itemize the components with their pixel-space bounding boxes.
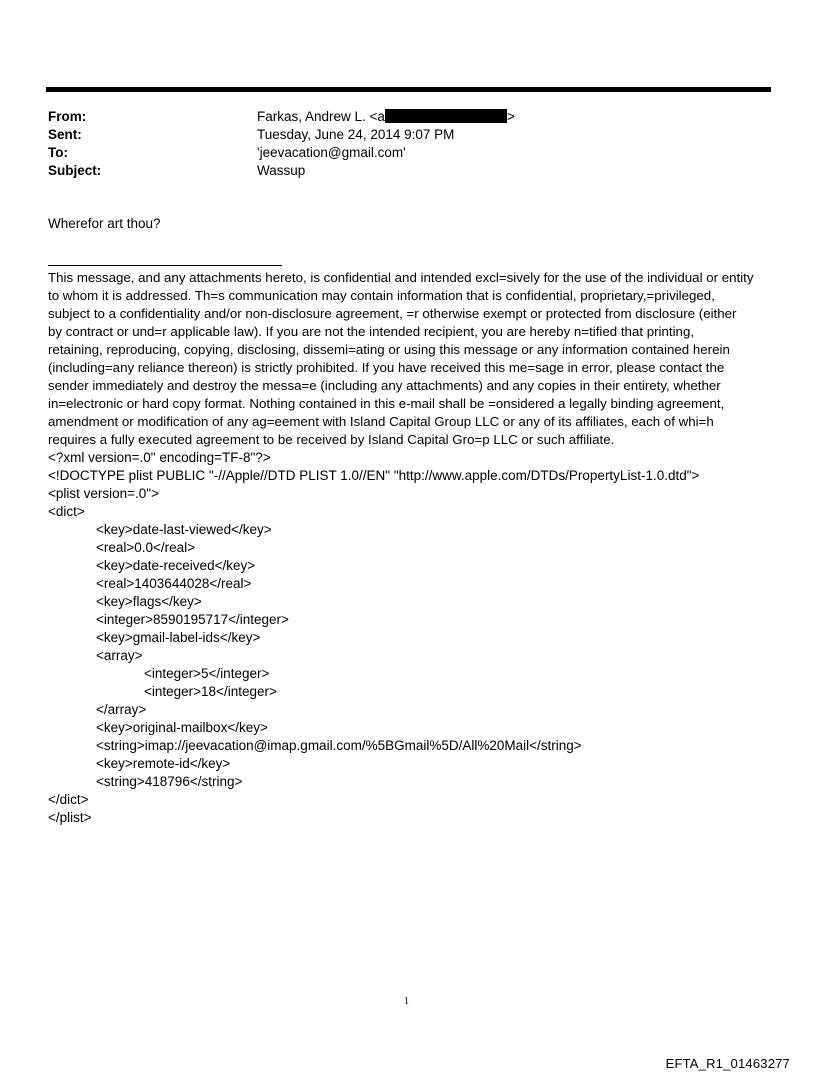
sent-value: Tuesday, June 24, 2014 9:07 PM bbox=[257, 127, 455, 142]
plist-line: <array> bbox=[96, 648, 143, 663]
disclaimer-line: requires a fully executed agreement to be received by Island Capital Gro=p LLC or such affiliate. bbox=[48, 432, 615, 447]
to-row bbox=[48, 144, 515, 162]
disclaimer-line: amendment or modification of any ag=eement with Island Capital Group LLC or any of its affiliates, each of whi=h bbox=[48, 414, 714, 429]
plist-line: <!DOCTYPE plist PUBLIC "-//Apple//DTD PLIST 1.0//EN" "http://www.apple.com/DTDs/PropertyList-1.0.dtd"> bbox=[48, 468, 700, 483]
plist-line: <key>date-received</key> bbox=[96, 558, 256, 573]
to-value: 'jeevacation@gmail.com' bbox=[257, 145, 406, 160]
message-body: Wherefor art thou? bbox=[48, 216, 161, 231]
plist-line: <real>0.0</real> bbox=[96, 540, 196, 555]
plist-line: <plist version=.0"> bbox=[48, 486, 159, 501]
disclaimer-line: to whom it is addressed. Th=s communication may contain information that is confidential, proprietary,=privileged, bbox=[48, 288, 715, 303]
disclaimer-line: (including=any reliance thereon) is strictly prohibited. If you have received this me=sage in error, please contact the bbox=[48, 360, 725, 375]
plist-line: <integer>5</integer> bbox=[144, 666, 270, 681]
from-name: Farkas, Andrew L. <a bbox=[257, 109, 385, 124]
plist-line: <key>original-mailbox</key> bbox=[96, 720, 268, 735]
subject-row bbox=[48, 162, 515, 180]
plist-line: </array> bbox=[96, 702, 147, 717]
from-label: From: bbox=[48, 109, 87, 124]
plist-line: </dict> bbox=[48, 792, 89, 807]
plist-line: <integer>8590195717</integer> bbox=[96, 612, 289, 627]
plist-line: <string>418796</string> bbox=[96, 774, 243, 789]
disclaimer-line: in=electronic or hard copy format. Nothing contained in this e-mail shall be =onsidered a legally binding agreement, bbox=[48, 396, 725, 411]
disclaimer-line: This message, and any attachments hereto, is confidential and intended excl=sively for the use of the individual or entity bbox=[48, 270, 754, 285]
plist-metadata bbox=[48, 449, 699, 827]
plist-line: </plist> bbox=[48, 810, 92, 825]
disclaimer-line: retaining, reproducing, copying, disclosing, dissemi=ating or using this message or any information contained herein bbox=[48, 342, 730, 357]
disclaimer-line: by contract or und=r applicable law). If you are not the intended recipient, you are hereby n=tified that printing, bbox=[48, 324, 695, 339]
signature-rule bbox=[48, 265, 282, 266]
plist-line: <real>1403644028</real> bbox=[96, 576, 252, 591]
plist-line: <dict> bbox=[48, 504, 85, 519]
from-suffix: > bbox=[506, 109, 515, 124]
plist-line: <key>gmail-label-ids</key> bbox=[96, 630, 261, 645]
page-number: 1 bbox=[404, 996, 409, 1007]
to-label: To: bbox=[48, 145, 68, 160]
plist-line: <?xml version=.0" encoding=TF-8"?> bbox=[48, 450, 271, 465]
document-id-stamp: EFTA_R1_01463277 bbox=[665, 1056, 790, 1071]
disclaimer-line: subject to a confidentiality and/or non-disclosure agreement, =r otherwise exempt or protected from disclosure (either bbox=[48, 306, 737, 321]
subject-label: Subject: bbox=[48, 163, 102, 178]
sent-label: Sent: bbox=[48, 127, 82, 142]
plist-line: <key>flags</key> bbox=[96, 594, 202, 609]
from-row bbox=[48, 108, 515, 126]
plist-line: <string>imap://jeevacation@imap.gmail.com/%5BGmail%5D/All%20Mail</string> bbox=[96, 738, 582, 753]
disclaimer-line: sender immediately and destroy the messa=e (including any attachments) and any copies in their entirety, whether bbox=[48, 378, 721, 393]
plist-line: <key>date-last-viewed</key> bbox=[96, 522, 272, 537]
header-rule bbox=[46, 87, 771, 92]
redaction-box bbox=[385, 109, 507, 123]
plist-line: <integer>18</integer> bbox=[144, 684, 277, 699]
email-header bbox=[48, 108, 515, 180]
plist-line: <key>remote-id</key> bbox=[96, 756, 231, 771]
from-value bbox=[257, 108, 515, 126]
sent-row bbox=[48, 126, 515, 144]
confidentiality-disclaimer bbox=[48, 269, 773, 449]
subject-value: Wassup bbox=[257, 163, 306, 178]
